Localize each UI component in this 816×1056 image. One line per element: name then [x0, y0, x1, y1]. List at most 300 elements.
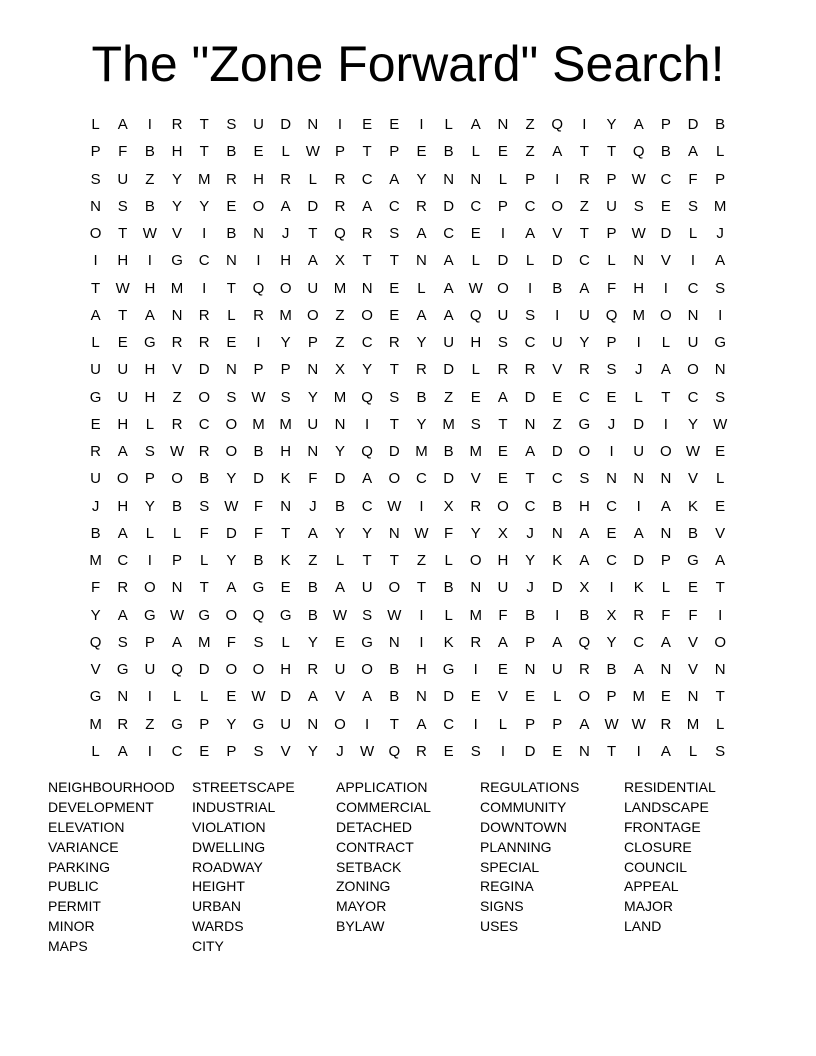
grid-letter[interactable]: C	[198, 252, 210, 270]
grid-letter[interactable]: S	[633, 197, 644, 215]
grid-letter[interactable]: K	[443, 633, 454, 651]
grid-letter[interactable]: C	[361, 334, 373, 352]
grid-letter[interactable]: U	[687, 334, 699, 352]
grid-letter[interactable]: T	[389, 715, 399, 733]
grid-letter[interactable]: U	[90, 470, 101, 488]
grid-letter[interactable]: O	[469, 552, 482, 570]
grid-letter[interactable]: L	[91, 742, 100, 760]
grid-letter[interactable]: H	[144, 361, 156, 379]
grid-letter[interactable]: E	[280, 579, 291, 597]
grid-letter[interactable]: A	[443, 306, 454, 324]
grid-letter[interactable]: A	[117, 606, 128, 624]
grid-letter[interactable]: I	[555, 606, 560, 624]
grid-letter[interactable]: N	[687, 688, 699, 706]
grid-letter[interactable]: J	[716, 225, 724, 243]
grid-letter[interactable]: P	[660, 552, 671, 570]
grid-letter[interactable]: I	[663, 415, 668, 433]
grid-letter[interactable]: G	[89, 388, 102, 406]
grid-letter[interactable]: O	[252, 661, 265, 679]
grid-letter[interactable]: T	[281, 524, 291, 542]
grid-letter[interactable]: Z	[552, 415, 562, 433]
grid-letter[interactable]: G	[714, 334, 726, 352]
grid-letter[interactable]: A	[90, 306, 101, 324]
grid-letter[interactable]: N	[578, 742, 590, 760]
grid-letter[interactable]: A	[470, 116, 481, 134]
grid-letter[interactable]: W	[631, 170, 646, 188]
grid-letter[interactable]: Y	[362, 524, 373, 542]
grid-letter[interactable]: E	[253, 143, 264, 161]
grid-letter[interactable]: S	[579, 470, 590, 488]
grid-letter[interactable]: J	[526, 524, 534, 542]
grid-letter[interactable]: E	[552, 388, 563, 406]
grid-letter[interactable]: O	[252, 197, 265, 215]
grid-letter[interactable]: G	[442, 661, 455, 679]
grid-letter[interactable]: T	[199, 116, 209, 134]
grid-letter[interactable]: Z	[335, 306, 345, 324]
grid-letter[interactable]: K	[280, 552, 291, 570]
grid-letter[interactable]: J	[607, 415, 616, 433]
grid-letter[interactable]: U	[633, 443, 645, 461]
grid-letter[interactable]: A	[497, 633, 508, 651]
grid-letter[interactable]: L	[471, 361, 480, 379]
grid-letter[interactable]: Y	[307, 742, 318, 760]
grid-letter[interactable]: M	[279, 415, 292, 433]
grid-letter[interactable]: L	[200, 688, 209, 706]
grid-letter[interactable]: W	[631, 715, 646, 733]
grid-letter[interactable]: U	[117, 361, 129, 379]
grid-letter[interactable]: C	[551, 470, 563, 488]
grid-letter[interactable]: S	[90, 170, 101, 188]
grid-letter[interactable]: A	[552, 633, 563, 651]
grid-letter[interactable]: G	[361, 633, 373, 651]
grid-letter[interactable]: Z	[172, 388, 182, 406]
grid-letter[interactable]: R	[280, 170, 292, 188]
grid-letter[interactable]: P	[525, 170, 536, 188]
grid-letter[interactable]: A	[579, 552, 590, 570]
grid-letter[interactable]: O	[171, 470, 183, 488]
grid-letter[interactable]: S	[606, 361, 617, 379]
grid-letter[interactable]: B	[334, 497, 345, 515]
grid-letter[interactable]: A	[715, 552, 726, 570]
grid-letter[interactable]: C	[470, 197, 482, 215]
grid-letter[interactable]: J	[634, 361, 643, 379]
grid-letter[interactable]: S	[226, 116, 237, 134]
grid-letter[interactable]: Q	[551, 116, 564, 134]
grid-letter[interactable]: K	[633, 579, 644, 597]
grid-letter[interactable]: T	[715, 579, 725, 597]
grid-letter[interactable]: J	[91, 497, 100, 515]
grid-letter[interactable]: E	[199, 742, 210, 760]
grid-letter[interactable]: A	[362, 197, 373, 215]
grid-letter[interactable]: V	[552, 225, 563, 243]
grid-letter[interactable]: O	[225, 661, 238, 679]
grid-letter[interactable]: Z	[416, 552, 427, 570]
grid-letter[interactable]: O	[225, 606, 238, 624]
grid-letter[interactable]: C	[524, 497, 536, 515]
grid-letter[interactable]: T	[389, 252, 399, 270]
grid-letter[interactable]: H	[144, 388, 156, 406]
grid-letter[interactable]: A	[525, 225, 536, 243]
grid-letter[interactable]: A	[117, 116, 128, 134]
grid-letter[interactable]: L	[91, 334, 100, 352]
grid-letter[interactable]: N	[253, 225, 264, 243]
grid-letter[interactable]: N	[660, 661, 672, 679]
grid-letter[interactable]: L	[281, 633, 290, 651]
grid-letter[interactable]: N	[660, 524, 672, 542]
grid-letter[interactable]: A	[117, 742, 128, 760]
grid-letter[interactable]: H	[117, 497, 129, 515]
grid-letter[interactable]: D	[307, 197, 319, 215]
grid-letter[interactable]: I	[663, 279, 668, 297]
grid-letter[interactable]: V	[470, 470, 481, 488]
grid-letter[interactable]: N	[416, 688, 427, 706]
grid-letter[interactable]: T	[226, 279, 236, 297]
grid-letter[interactable]: I	[202, 279, 207, 297]
grid-letter[interactable]: Z	[525, 143, 535, 161]
grid-letter[interactable]: R	[416, 742, 427, 760]
grid-letter[interactable]: P	[606, 225, 617, 243]
grid-letter[interactable]: D	[443, 470, 455, 488]
grid-letter[interactable]: E	[715, 497, 726, 515]
grid-letter[interactable]: X	[443, 497, 454, 515]
grid-letter[interactable]: F	[90, 579, 101, 597]
grid-letter[interactable]: T	[118, 306, 128, 324]
grid-letter[interactable]: R	[470, 633, 482, 651]
grid-letter[interactable]: I	[718, 606, 723, 624]
grid-letter[interactable]: M	[252, 415, 265, 433]
grid-letter[interactable]: Z	[335, 334, 345, 352]
grid-letter[interactable]: D	[524, 388, 536, 406]
grid-letter[interactable]: C	[524, 334, 536, 352]
grid-letter[interactable]: S	[144, 443, 155, 461]
grid-letter[interactable]: S	[199, 497, 210, 515]
grid-letter[interactable]: A	[660, 742, 671, 760]
grid-letter[interactable]: Q	[89, 633, 102, 651]
grid-letter[interactable]: L	[172, 524, 182, 542]
grid-letter[interactable]: I	[419, 606, 424, 624]
grid-letter[interactable]: U	[551, 661, 563, 679]
grid-letter[interactable]: V	[334, 688, 345, 706]
grid-letter[interactable]: U	[117, 388, 129, 406]
grid-letter[interactable]: O	[660, 306, 672, 324]
grid-letter[interactable]: D	[551, 443, 563, 461]
grid-letter[interactable]: Y	[470, 524, 481, 542]
grid-letter[interactable]: S	[280, 388, 291, 406]
grid-letter[interactable]: A	[579, 279, 590, 297]
grid-letter[interactable]: E	[715, 443, 726, 461]
grid-letter[interactable]: L	[607, 252, 616, 270]
grid-letter[interactable]: T	[389, 361, 399, 379]
grid-letter[interactable]: I	[147, 252, 152, 270]
grid-letter[interactable]: Y	[416, 334, 427, 352]
grid-letter[interactable]: X	[606, 606, 617, 624]
grid-letter[interactable]: Q	[469, 306, 482, 324]
grid-letter[interactable]: I	[555, 306, 560, 324]
grid-letter[interactable]: W	[251, 688, 266, 706]
grid-letter[interactable]: L	[172, 688, 182, 706]
grid-letter[interactable]: R	[225, 170, 237, 188]
grid-letter[interactable]: H	[578, 497, 590, 515]
grid-letter[interactable]: R	[334, 170, 346, 188]
grid-letter[interactable]: U	[497, 579, 509, 597]
grid-letter[interactable]: O	[578, 443, 591, 461]
grid-letter[interactable]: P	[715, 170, 726, 188]
grid-letter[interactable]: H	[280, 252, 292, 270]
grid-letter[interactable]: D	[687, 116, 699, 134]
grid-letter[interactable]: E	[525, 688, 536, 706]
grid-letter[interactable]: U	[606, 197, 617, 215]
grid-letter[interactable]: S	[497, 334, 508, 352]
grid-letter[interactable]: I	[419, 633, 424, 651]
grid-letter[interactable]: Y	[280, 334, 291, 352]
grid-letter[interactable]: T	[362, 252, 372, 270]
grid-letter[interactable]: Y	[606, 633, 617, 651]
grid-letter[interactable]: R	[361, 225, 373, 243]
grid-letter[interactable]: R	[470, 497, 482, 515]
grid-letter[interactable]: T	[715, 688, 725, 706]
grid-letter[interactable]: B	[660, 143, 671, 161]
grid-letter[interactable]: P	[606, 688, 617, 706]
grid-letter[interactable]: M	[333, 388, 347, 406]
grid-letter[interactable]: C	[388, 197, 400, 215]
grid-letter[interactable]: M	[170, 279, 184, 297]
grid-letter[interactable]: T	[199, 579, 209, 597]
grid-letter[interactable]: Q	[171, 661, 183, 679]
grid-letter[interactable]: O	[497, 279, 509, 297]
grid-letter[interactable]: U	[361, 579, 373, 597]
grid-letter[interactable]: D	[388, 443, 400, 461]
grid-letter[interactable]: F	[688, 170, 698, 188]
grid-letter[interactable]: I	[147, 552, 152, 570]
grid-letter[interactable]: W	[631, 225, 646, 243]
grid-letter[interactable]: E	[416, 143, 427, 161]
grid-letter[interactable]: W	[224, 497, 239, 515]
grid-letter[interactable]: F	[606, 279, 617, 297]
grid-letter[interactable]: I	[419, 497, 424, 515]
grid-letter[interactable]: I	[473, 715, 478, 733]
grid-letter[interactable]: L	[91, 116, 100, 134]
grid-letter[interactable]: W	[713, 415, 728, 433]
grid-letter[interactable]: W	[414, 524, 429, 542]
grid-letter[interactable]: G	[144, 334, 156, 352]
grid-letter[interactable]: R	[334, 197, 346, 215]
grid-letter[interactable]: N	[470, 170, 482, 188]
grid-letter[interactable]: A	[497, 388, 508, 406]
grid-letter[interactable]: N	[225, 252, 237, 270]
grid-letter[interactable]: L	[335, 552, 345, 570]
grid-letter[interactable]: C	[606, 497, 617, 515]
grid-letter[interactable]: S	[470, 742, 481, 760]
grid-letter[interactable]: T	[90, 279, 101, 297]
grid-letter[interactable]: P	[90, 143, 101, 161]
grid-letter[interactable]: B	[199, 470, 210, 488]
grid-letter[interactable]: R	[198, 334, 210, 352]
grid-letter[interactable]: N	[90, 197, 101, 215]
grid-letter[interactable]: U	[253, 116, 264, 134]
grid-letter[interactable]: Y	[90, 606, 101, 624]
grid-letter[interactable]: R	[633, 606, 645, 624]
grid-letter[interactable]: C	[524, 197, 536, 215]
grid-letter[interactable]: O	[361, 661, 373, 679]
grid-letter[interactable]: Y	[226, 470, 237, 488]
grid-letter[interactable]: N	[524, 661, 536, 679]
grid-letter[interactable]: W	[604, 715, 619, 733]
grid-letter[interactable]: T	[579, 143, 589, 161]
grid-letter[interactable]: R	[171, 116, 183, 134]
grid-letter[interactable]: W	[468, 279, 483, 297]
grid-letter[interactable]: A	[416, 225, 427, 243]
grid-letter[interactable]: C	[416, 470, 427, 488]
grid-letter[interactable]: I	[636, 742, 641, 760]
grid-letter[interactable]: I	[690, 252, 696, 270]
grid-letter[interactable]: N	[606, 470, 617, 488]
grid-letter[interactable]: H	[416, 661, 427, 679]
grid-letter[interactable]: R	[307, 661, 319, 679]
grid-letter[interactable]: N	[416, 252, 427, 270]
grid-letter[interactable]: M	[89, 552, 102, 570]
grid-letter[interactable]: I	[147, 688, 152, 706]
grid-letter[interactable]: I	[256, 334, 261, 352]
grid-letter[interactable]: S	[715, 279, 726, 297]
grid-letter[interactable]: L	[634, 388, 643, 406]
grid-letter[interactable]: M	[197, 170, 211, 188]
grid-letter[interactable]: A	[660, 497, 671, 515]
grid-letter[interactable]: W	[360, 742, 375, 760]
grid-letter[interactable]: K	[688, 497, 699, 515]
grid-letter[interactable]: N	[660, 470, 672, 488]
grid-letter[interactable]: D	[660, 225, 672, 243]
grid-letter[interactable]: D	[633, 415, 645, 433]
grid-letter[interactable]: Z	[145, 170, 155, 188]
grid-letter[interactable]: Y	[606, 116, 617, 134]
grid-letter[interactable]: N	[225, 361, 237, 379]
grid-letter[interactable]: S	[253, 633, 264, 651]
grid-letter[interactable]: B	[226, 143, 237, 161]
grid-letter[interactable]: E	[226, 197, 237, 215]
grid-letter[interactable]: E	[497, 443, 508, 461]
grid-letter[interactable]: N	[497, 116, 509, 134]
grid-letter[interactable]: L	[716, 470, 725, 488]
grid-letter[interactable]: O	[361, 306, 373, 324]
grid-letter[interactable]: L	[688, 225, 698, 243]
grid-letter[interactable]: V	[280, 742, 291, 760]
grid-letter[interactable]: F	[661, 606, 671, 624]
grid-letter[interactable]: O	[306, 306, 319, 324]
grid-letter[interactable]: O	[388, 470, 401, 488]
grid-letter[interactable]: N	[307, 116, 319, 134]
grid-letter[interactable]: Y	[199, 197, 210, 215]
grid-letter[interactable]: C	[443, 715, 455, 733]
grid-letter[interactable]: N	[524, 415, 536, 433]
grid-letter[interactable]: D	[280, 116, 292, 134]
grid-letter[interactable]: L	[525, 252, 535, 270]
grid-letter[interactable]: R	[90, 443, 101, 461]
grid-letter[interactable]: G	[252, 715, 265, 733]
grid-letter[interactable]: B	[552, 279, 563, 297]
grid-letter[interactable]: B	[90, 524, 101, 542]
grid-letter[interactable]: N	[171, 306, 183, 324]
grid-letter[interactable]: L	[281, 143, 290, 161]
grid-letter[interactable]: E	[226, 334, 237, 352]
grid-letter[interactable]: F	[308, 470, 318, 488]
grid-letter[interactable]: E	[226, 688, 237, 706]
grid-letter[interactable]: C	[443, 225, 455, 243]
grid-letter[interactable]: L	[471, 143, 480, 161]
grid-letter[interactable]: P	[552, 715, 563, 733]
grid-letter[interactable]: N	[633, 252, 645, 270]
grid-letter[interactable]: S	[715, 388, 726, 406]
grid-letter[interactable]: C	[578, 252, 590, 270]
grid-letter[interactable]: M	[197, 633, 211, 651]
grid-letter[interactable]: L	[553, 688, 562, 706]
grid-letter[interactable]: B	[172, 497, 183, 515]
grid-letter[interactable]: G	[116, 661, 129, 679]
grid-letter[interactable]: Y	[226, 552, 237, 570]
grid-letter[interactable]: V	[660, 252, 671, 270]
grid-letter[interactable]: R	[117, 579, 129, 597]
grid-letter[interactable]: E	[389, 279, 400, 297]
grid-letter[interactable]: I	[636, 497, 641, 515]
grid-letter[interactable]: N	[470, 579, 482, 597]
grid-letter[interactable]: I	[147, 742, 152, 760]
grid-letter[interactable]: R	[578, 361, 590, 379]
grid-letter[interactable]: T	[362, 552, 372, 570]
grid-letter[interactable]: A	[579, 715, 590, 733]
grid-letter[interactable]: A	[307, 688, 318, 706]
grid-letter[interactable]: J	[309, 497, 317, 515]
grid-letter[interactable]: M	[415, 443, 428, 461]
grid-letter[interactable]: Y	[172, 170, 183, 188]
grid-letter[interactable]: N	[687, 306, 699, 324]
grid-letter[interactable]: U	[117, 170, 129, 188]
grid-letter[interactable]: C	[606, 552, 617, 570]
grid-letter[interactable]: F	[444, 524, 454, 542]
grid-letter[interactable]: I	[419, 116, 424, 134]
grid-letter[interactable]: L	[661, 579, 671, 597]
grid-letter[interactable]: V	[552, 361, 563, 379]
grid-letter[interactable]: E	[443, 742, 454, 760]
grid-letter[interactable]: U	[443, 334, 455, 352]
grid-letter[interactable]: A	[117, 443, 128, 461]
grid-letter[interactable]: G	[279, 606, 292, 624]
grid-letter[interactable]: P	[280, 361, 291, 379]
grid-letter[interactable]: R	[524, 361, 536, 379]
grid-letter[interactable]: R	[171, 334, 183, 352]
grid-letter[interactable]: Q	[578, 633, 591, 651]
grid-letter[interactable]: R	[660, 715, 672, 733]
grid-letter[interactable]: L	[417, 279, 426, 297]
grid-letter[interactable]: L	[444, 606, 453, 624]
grid-letter[interactable]: T	[362, 143, 372, 161]
grid-letter[interactable]: W	[685, 443, 701, 461]
grid-letter[interactable]: B	[307, 606, 318, 624]
grid-letter[interactable]: W	[387, 497, 402, 515]
grid-letter[interactable]: E	[90, 415, 101, 433]
grid-letter[interactable]: O	[497, 497, 509, 515]
grid-letter[interactable]: Y	[525, 552, 536, 570]
grid-letter[interactable]: D	[524, 742, 536, 760]
grid-letter[interactable]: O	[334, 715, 346, 733]
grid-letter[interactable]: C	[687, 279, 699, 297]
grid-letter[interactable]: I	[636, 334, 641, 352]
grid-letter[interactable]: B	[416, 388, 427, 406]
grid-letter[interactable]: N	[443, 170, 455, 188]
grid-letter[interactable]: X	[497, 524, 508, 542]
grid-letter[interactable]: F	[253, 524, 264, 542]
grid-letter[interactable]: V	[172, 225, 183, 243]
grid-letter[interactable]: E	[497, 143, 508, 161]
grid-letter[interactable]: I	[202, 225, 207, 243]
